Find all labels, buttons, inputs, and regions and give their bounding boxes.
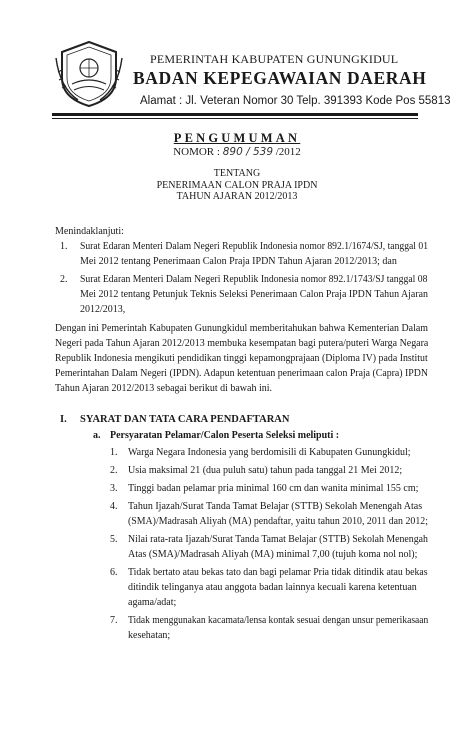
requirement-line: (SMA)/Madrasah Aliyah (MA) pendaftar, yaitu tahun 2010, 2011 dan 2012; — [128, 516, 428, 527]
requirement-number: 7. — [110, 615, 118, 626]
requirement-number: 1. — [110, 447, 118, 458]
subject-line-2: TAHUN AJARAN 2012/2013 — [176, 191, 298, 202]
letterhead-rule-thick — [52, 113, 418, 116]
requirement-number: 6. — [110, 567, 118, 578]
letterhead-rule-thin — [52, 118, 418, 119]
regency-seal-icon — [52, 38, 126, 110]
requirement-line: Atas (SMA)/Madrasah Aliyah (MA) minimal 7,00 (tujuh koma nol nol); — [128, 549, 418, 560]
intro-text: Menindaklanjuti: — [55, 226, 124, 237]
paragraph-line: Dengan ini Pemerintah Kabupaten Gunungkidul memberitahukan bahwa Kementerian Dalam — [55, 323, 429, 334]
letterhead-government: PEMERINTAH KABUPATEN GUNUNGKIDUL — [150, 52, 399, 66]
ref-line: Mei 2012 tentang Penerimaan Calon Praja IPDN Tahun Ajaran 2012/2013; dan — [80, 256, 397, 267]
paragraph-line: Tahun Ajaran 2012/2013 sebagai berikut di bawah ini. — [55, 383, 273, 394]
requirement-line: ditindik telinganya atau anggota badan lainnya kecuali karena ketentuan — [128, 582, 417, 593]
letterhead-agency: BADAN KEPEGAWAIAN DAERAH — [133, 68, 427, 88]
requirement-line: Tidak menggunakan kacamata/lensa kontak sesuai dengan unsur pemerikasaan — [128, 615, 429, 626]
requirement-line: Usia maksimal 21 (dua puluh satu) tahun pada tanggal 21 Mei 2012; — [128, 465, 403, 476]
requirement-number: 2. — [110, 465, 118, 476]
announcement-title: PENGUMUMAN — [173, 131, 301, 145]
paragraph-line: Republik Indonesia mengikuti pendidikan tinggi kepamongprajaan (Diploma IV) pada Institut — [55, 353, 428, 364]
requirement-line: kesehatan; — [128, 630, 171, 641]
subsection-number: a. — [93, 430, 101, 441]
requirement-line: Warga Negara Indonesia yang berdomisili di Kabupaten Gunungkidul; — [128, 447, 411, 458]
letterhead-address: Alamat : Jl. Veteran Nomor 30 Telp. 391393 Kode Pos 55813 — [140, 95, 451, 107]
subject-line-1: PENERIMAAN CALON PRAJA IPDN — [156, 180, 318, 191]
section-number: I. — [60, 414, 67, 425]
requirement-line: Tinggi badan pelamar pria minimal 160 cm dan wanita minimal 155 cm; — [128, 483, 419, 494]
requirement-line: Tahun Ijazah/Surat Tanda Tamat Belajar (STTB) Sekolah Menengah Atas — [128, 501, 423, 512]
section-title: SYARAT DAN TATA CARA PENDAFTARAN — [80, 414, 290, 425]
number-prefix: NOMOR : — [173, 146, 223, 158]
number-handwritten: 890 / 539 — [222, 146, 273, 158]
requirement-line: Tidak bertato atau bekas tato dan bagi pelamar Pria tidak ditindik atau bekas — [128, 567, 428, 578]
paragraph-line: Pemerintahan Dalam Negeri (IPDN). Adapun ketentuan penerimaan calon Praja (Capra) IPDN — [55, 368, 428, 379]
ref-number: 1. — [60, 241, 68, 252]
requirement-number: 4. — [110, 501, 118, 512]
requirement-number: 3. — [110, 483, 118, 494]
paragraph-line: Negeri pada Tahun Ajaran 2012/2013 membuka kesempatan bagi putera/puteri Warga Negara — [55, 338, 429, 349]
ref-line: Surat Edaran Menteri Dalam Negeri Republik Indonesia nomor 892.1/1674/SJ, tanggal 01 — [80, 241, 429, 252]
number-suffix: /2012 — [273, 146, 301, 158]
about-label: TENTANG — [213, 168, 261, 179]
ref-number: 2. — [60, 274, 68, 285]
ref-line: Surat Edaran Menteri Dalam Negeri Republik Indonesia nomor 892.1/1743/SJ tanggal 08 — [80, 274, 428, 285]
requirement-line: agama/adat; — [128, 597, 177, 608]
subsection-title: Persyaratan Pelamar/Calon Peserta Seleksi meliputi : — [110, 430, 340, 441]
announcement-number — [0, 146, 474, 158]
ref-line: Mei 2012 tentang Petunjuk Teknis Seleksi Penerimaan Calon Praja IPDN Tahun Ajaran — [80, 289, 429, 300]
requirement-line: Nilai rata-rata Ijazah/Surat Tanda Tamat Belajar (STTB) Sekolah Menengah — [128, 534, 428, 545]
requirement-number: 5. — [110, 534, 118, 545]
ref-line: 2012/2013, — [80, 304, 126, 315]
